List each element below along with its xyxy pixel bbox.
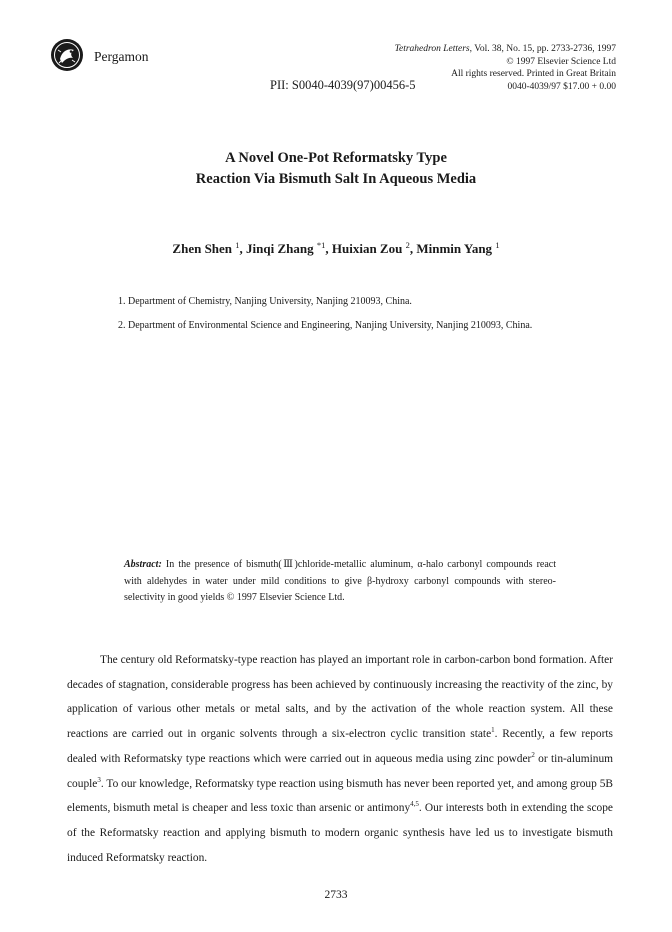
author-separator: , [239, 241, 247, 256]
body-sentence: . To our knowledge, Reformatsky type reaction using bismuth has never been reported yet, and among group 5B elements, bismuth metal is cheaper and less toxic than arsenic or antimony [67, 777, 613, 815]
body-paragraph [67, 648, 613, 870]
reference-mark: 1 [491, 726, 495, 735]
title-line-2: Reaction Via Bismuth Salt In Aqueous Media [195, 171, 477, 187]
rights-line: All rights reserved. Printed in Great Britain [451, 69, 616, 80]
author: Zhen Shen [172, 241, 233, 256]
author-affiliation-mark: 1 [495, 240, 500, 250]
abstract-label: Abstract: [124, 559, 162, 570]
affiliation-2: 2. Department of Environmental Science and Engineering, Nanjing University, Nanjing 210093, China. [118, 320, 533, 331]
author-affiliation-mark: 2 [405, 240, 410, 250]
author-affiliation-mark: 1 [235, 240, 240, 250]
author-list [0, 240, 672, 257]
author: Minmin Yang [416, 241, 493, 256]
body-sentence: or tin-aluminum couple [67, 752, 613, 790]
title-line-1: A Novel One-Pot Reformatsky Type [225, 150, 447, 166]
reference-mark: 2 [531, 750, 535, 759]
affiliation-1: 1. Department of Chemistry, Nanjing University, Nanjing 210093, China. [118, 296, 412, 307]
author: Huixian Zou [331, 241, 403, 256]
reference-mark: 4,5 [410, 800, 419, 809]
page-number: 2733 [324, 889, 348, 901]
publisher-name: Pergamon [94, 49, 149, 64]
copyright-line: © 1997 Elsevier Science Ltd [506, 56, 616, 67]
issn-price: 0040-4039/97 $17.00 + 0.00 [507, 81, 616, 92]
pergamon-logo-icon [50, 38, 84, 72]
pii-line: PII: S0040-4039(97)00456-5 [270, 78, 416, 92]
body-text [67, 648, 613, 870]
author-separator: , [325, 241, 332, 256]
body-sentence: The century old Reformatsky-type reaction has played an important role in carbon-carbon bond formation. After decades of stagnation, considerable progress has been achieved by continuously increasing the reactivity of the zinc, by application of various other metals or metal salts, and by the activation of the whole reaction system. All these reactions are carried out in organic solvents through a six-electron cyclic transition state [67, 654, 613, 741]
body-sentence: . Recently, a few reports dealed with Reformatsky type reactions which were carried out in aqueous media using zinc powder [67, 728, 613, 765]
author-separator: , [409, 241, 417, 256]
abstract [124, 557, 556, 607]
journal-citation: , Vol. 38, No. 15, pp. 2733-2736, 1997 [469, 44, 616, 54]
journal-title: Tetrahedron Letters [394, 44, 470, 54]
author-affiliation-mark: *1 [316, 240, 326, 250]
body-sentence: . Our interests both in extending the scope of the Reformatsky reaction and applying bismuth to modern organic synthesis have led us to investigate bismuth induced Reformatsky reaction. [67, 802, 613, 864]
paper-title [0, 148, 672, 190]
abstract-text: In the presence of bismuth(Ⅲ)chloride-metallic aluminum, α-halo carbonyl compounds react with aldehydes in water under mild conditions to give β-hydroxy carbonyl compounds with stereo-selectivity in good yields © 1997 Elsevier Science Ltd. [124, 559, 557, 603]
journal-info [395, 43, 616, 93]
reference-mark: 3 [97, 775, 101, 784]
author: Jinqi Zhang [246, 241, 314, 256]
